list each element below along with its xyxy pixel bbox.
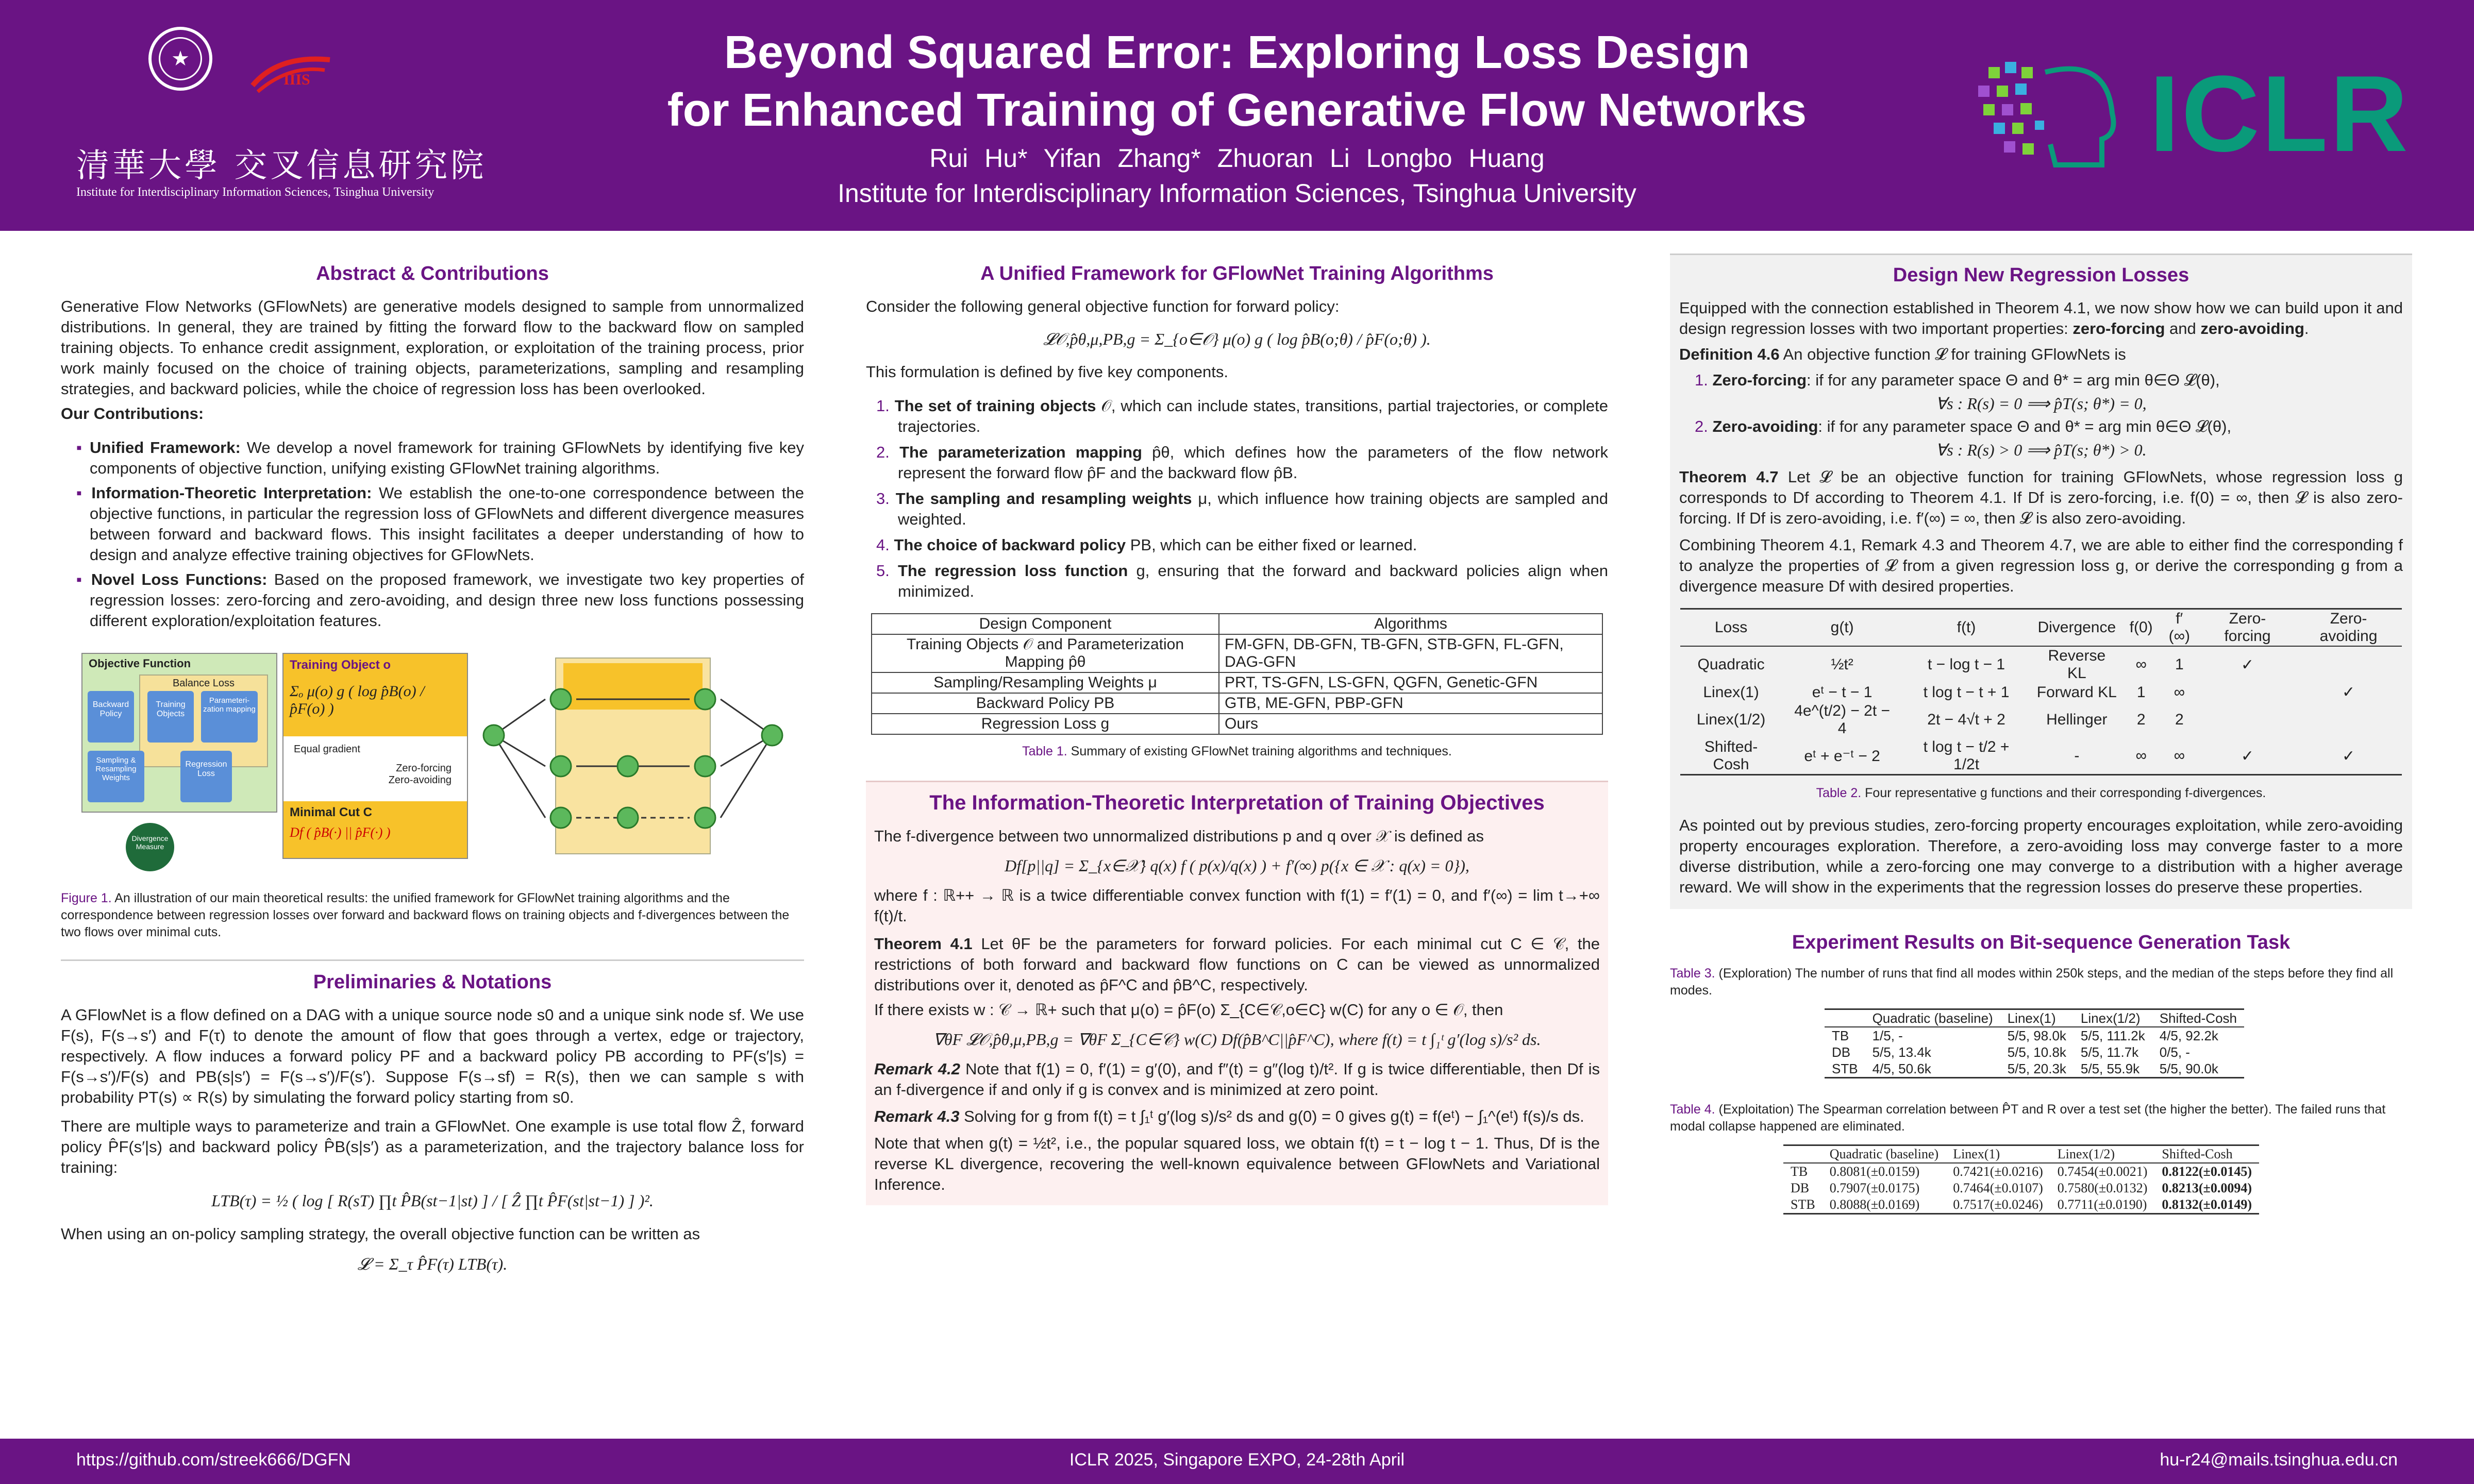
authors [567, 143, 1907, 173]
author: Zhuoran Li [1217, 144, 1350, 173]
info-eq2: ∇θF 𝓛𝒪,p̂θ,μ,PB,g = ∇θF Σ_{C∈𝒞} w(C) Df(p̂B^C||p̂F^C), where f(t) = t ∫₁ᵗ g′(log s)/s² ds. [933, 1030, 1541, 1049]
component-item: 5. The regression loss function g, ensuring that the forward and backward policies align when minimized. [876, 562, 1608, 600]
footer-email-link[interactable]: hu-r24@mails.tsinghua.edu.cn [2160, 1450, 2398, 1470]
framework-after: This formulation is defined by five key components. [866, 363, 1229, 381]
theorem-4-1: Theorem 4.1 Let θF be the parameters for forward policies. For each minimal cut C ∈ 𝒞, the restrictions of both forward and backward flow functions on C can be viewed as unnormalized distributions over it, denoted as p̂F^C and p̂B^C, respectively. [874, 935, 1600, 994]
poster-title-line1: Beyond Squared Error: Exploring Loss Design [724, 27, 1750, 78]
tsinghua-seal-icon: ★ [148, 27, 212, 91]
table-2: Loss g(t) f(t) Divergence f(0) f′(∞) Zero-forcing Zero-avoiding Quadratic ½t² t − log t − 1 Reverse KL ∞ 1 ✓ Linex(1) eᵗ − t − 1 t log t − t + 1 Forward KL 1 ∞ ✓ Linex(1/2) 4e^(t/2) − 2t − 4 2t − 4√t + 2 Hellinger 2 2 Shifted-Cosh eᵗ + e⁻ᵗ − 2 t log t − t/2 + 1/2t - ∞ ∞ ✓ ✓ [1680, 608, 2402, 775]
section-title-framework: A Unified Framework for GFlowNet Training Algorithms [980, 263, 1494, 284]
footer-conference: ICLR 2025, Singapore EXPO, 24-28th April [1069, 1450, 1405, 1470]
framework-intro: Consider the following general objective function for forward policy: [866, 297, 1340, 315]
component-item: 2. The parameterization mapping p̂θ, which defines how the parameters of the flow network represent the forward flow p̂F and the backward flow p̂B. [876, 443, 1608, 482]
prelim-p1: A GFlowNet is a flow defined on a DAG with a unique source node s0 and a unique sink node sf. We use F(s), F(s→s′) and F(τ) to denote the amount of flow that goes through a vertex, edge or trajectory, respectively. A flow induces a forward policy PF and a backward policy PB according to PF(s′|s) = F(s→s′)/F(s) and PB(s|s′) = F(s→s′)/F(s′). Suppose F(s→sf) = R(s), then we can sample s with probability PT(s) ∝ R(s) by simulating the forward policy starting from s0. [61, 1006, 804, 1106]
iclr-pixel-head-icon [1973, 57, 2128, 180]
column-right [1670, 242, 2412, 1427]
fig-dag-diagram [473, 653, 793, 869]
fig-objective-box: Objective Function Balance Loss Backward Policy Training Objects Parameteri-zation mapping Sampling & Resampling Weights Regression Loss [81, 653, 277, 813]
design-section: Design New Regression Losses Equipped with the connection established in Theorem 4.1, we now show how we can build upon it and design regression losses with two important properties: zero-forcing and zero-avoiding. Definition 4.6 An objective function 𝓛 for training GFlowNets is 1. Zero-forcing: if for any parameter space Θ and θ* = arg min θ∈Θ 𝓛(θ), ∀s : R(s) = 0 ⟹ p̂T(s; θ*) = 0, 2. Zero-avoiding: if for any parameter space Θ and θ* = arg min θ∈Θ 𝓛(θ), ∀s : R(s) > 0 ⟹ p̂T(s; θ*) > 0. Theorem 4.7 Let 𝓛 be an objective function for training GFlowNets, whose regression loss g corresponds to Df according to Theorem 4.1. If Df is zero-forcing, i.e. f(0) = ∞, then 𝓛 is also zero-forcing. If Df is zero-avoiding, i.e. f′(∞) = ∞, then 𝓛 is also zero-avoiding. Combining Theorem 4.1, Remark 4.3 and Theorem 4.7, we are able to either find the corresponding f to analyze the properties of 𝓛 from a given regression loss g, or derive the corresponding g from a divergence measure Df with desired properties. Loss g(t) f(t) Divergence f(0) f′(∞) Zero-forcing Zero-avoiding Quadratic ½t² t − log t − 1 Reverse KL ∞ 1 ✓ Linex(1) eᵗ − t − 1 t log t − t + 1 Forward KL 1 ∞ ✓ Linex(1/2) 4e^(t/2) − 2t − 4 2t − 4√t + 2 Hellinger 2 2 Shifted-Cosh eᵗ + e⁻ᵗ − 2 t log t − t/2 + 1/2t - ∞ ∞ ✓ ✓ Table 2. Four representative g functions and their corresponding f-divergences. As pointed out by previous studies, zero-forcing property encourages exploitation, while zero-avoiding property encourages exploration. Therefore, a zero-avoiding loss may converge faster to a more diverse distribution, while a zero-forcing one may converge to a distribution with a higher average reward. We will show in the experiments that the regression losses do preserve these properties. [1670, 254, 2412, 909]
prelim-p3: When using an on-policy sampling strategy, the overall objective function can be written as [61, 1225, 700, 1243]
table-3: Quadratic (baseline) Linex(1) Linex(1/2) Shifted-Cosh TB 1/5, - 5/5, 98.0k 5/5, 111.2k 4/5, 92.2k DB 5/5, 13.4k 5/5, 10.8k 5/5, 11.7k 0/5, - STB 4/5, 50.6k 5/5, 20.3k 5/5, 55.9k 5/5, 90.0k [1825, 1008, 2244, 1078]
svg-text:IIIS: IIIS [283, 71, 310, 88]
framework-eq: 𝓛𝒪,p̂θ,μ,PB,g = Σ_{o∈𝒪} μ(o) g ( log p̂B(o;θ) / p̂F(o;θ) ). [1043, 330, 1431, 348]
table-4-caption: Table 4. (Exploitation) The Spearman correlation between P̂T and R over a test set (the higher the better). The failed runs that modal collapse happened are eliminated. [1670, 1102, 2386, 1134]
tsinghua-logo-cn: 清華大學 交叉信息研究院 [76, 147, 487, 185]
contributions-heading: Our Contributions: [61, 404, 204, 423]
table-3-caption: Table 3. (Exploration) The number of runs that find all modes within 250k steps, and the median of the steps before they find all modes. [1670, 966, 2394, 998]
column-left [61, 242, 804, 1427]
figure-1: Objective Function Balance Loss Backward Policy Training Objects Parameteri-zation mapping Sampling & Resampling Weights Regression Loss Divergence Measure Training Object o Σₒ μ(o) g ( log p̂B(o) / p̂F(o) ) Equal gradient Zero-forcing Zero-avoiding Minimal Cut C Df ( p̂B(·) || p̂F(·) ) [61, 653, 804, 880]
prelim-p2: There are multiple ways to parameterize and train a GFlowNet. One example is use total flow Ẑ, forward policy P̂F(s′|s) and backward policy P̂B(s|s′) as a parameterization, and the trajectory balance loss for training: [61, 1117, 804, 1176]
contribution-item: ▪ Novel Loss Functions: Based on the proposed framework, we investigate two key properties of regression losses: zero-forcing and zero-avoiding, and design three new loss functions possessing different exploration/exploitation features. [76, 570, 804, 630]
prelim-eq1: LTB(τ) = ½ ( log [ R(sT) ∏t P̂B(st−1|st) ] / [ Ẑ ∏t P̂F(st|st−1) ] )². [211, 1191, 654, 1210]
abstract-text: Generative Flow Networks (GFlowNets) are generative models designed to sample from unnormalized distributions. In general, they are trained by fitting the forward flow to the backward flow on sampled training objects. To enhance credit assignment, exploration, or exploitation of the training process, prior work mainly focused on the choice of training objects, parameterizations, sampling and resampling strategies, and backward policies, while the choice of regression loss has been overlooked. [61, 297, 804, 398]
tsinghua-logo-en: Institute for Interdisciplinary Information Sciences, Tsinghua University [76, 185, 434, 199]
author: Longbo Huang [1366, 144, 1545, 173]
component-item: 3. The sampling and resampling weights μ, which influence how training objects are sampled and weighted. [876, 490, 1608, 528]
info-section: The Information-Theoretic Interpretation of Training Objectives The f-divergence between two unnormalized distributions p and q over 𝒳 is defined as Df[p||q] = Σ_{x∈𝒳} q(x) f ( p(x)/q(x) ) + f′(∞) p({x ∈ 𝒳 : q(x) = 0}), where f : ℝ++ → ℝ is a twice differentiable convex function with f(1) = f′(1) = 0, and f′(∞) = lim t→+∞ f(t)/t. Theorem 4.1 Let θF be the parameters for forward policies. For each minimal cut C ∈ 𝒞, the restrictions of both forward and backward flow functions on C can be viewed as unnormalized distributions over it, denoted as p̂F^C and p̂B^C, respectively. If there exists w : 𝒞 → ℝ+ such that μ(o) = p̂F(o) Σ_{C∈𝒞,o∈C} w(C) for any o ∈ 𝒪, then ∇θF 𝓛𝒪,p̂θ,μ,PB,g = ∇θF Σ_{C∈𝒞} w(C) Df(p̂B^C||p̂F^C), where f(t) = t ∫₁ᵗ g′(log s)/s² ds. Remark 4.2 Note that f(1) = 0, f′(1) = g′(0), and f″(t) = g″(log t)/t². If g is twice differentiable, then Df is an f-divergence if and only if g is convex and is minimized at zero point. Remark 4.3 Solving for g from f(t) = t ∫₁ᵗ g′(log s)/s² ds and g(0) = 0 gives g(t) = f(eᵗ) − ∫₁^(eᵗ) f(s)/s ds. Note that when g(t) = ½t², i.e., the popular squared loss, we obtain f(t) = t − log t − 1. Thus, Df is the reverse KL divergence, recovering the well-known equivalence between GFlowNets and Variational Inference. [866, 781, 1608, 1205]
contributions-list [61, 437, 804, 631]
component-item: 4. The choice of backward policy PB, which can be either fixed or learned. [876, 536, 1417, 554]
author: Rui Hu* [929, 144, 1028, 173]
contribution-item: ▪ Information-Theoretic Interpretation: We establish the one-to-one correspondence between the objective functions, in particular the regression loss of GFlowNets and different divergence measures between forward and backward flows. This insight facilitates a deeper understanding of how to design and analyze effective training objectives for GFlowNets. [76, 484, 804, 564]
table-2-caption: Table 2. Four representative g functions and their corresponding f-divergences. [1816, 786, 2266, 800]
component-item: 1. The set of training objects 𝒪, which can include states, transitions, partial trajectories, or complete trajectories. [876, 397, 1608, 435]
prelim-eq2: 𝓛 = Σ_τ P̂F(τ) LTB(τ). [357, 1255, 508, 1273]
theorem-4-7: Theorem 4.7 Let 𝓛 be an objective function for training GFlowNets, whose regression loss g corresponds to Df according to Theorem 4.1. If Df is zero-forcing, i.e. f(0) = ∞, then 𝓛 is also zero-forcing. If Df is zero-avoiding, i.e. f′(∞) = ∞, then 𝓛 is also zero-avoiding. [1679, 468, 2403, 527]
figure-1-caption: Figure 1. An illustration of our main theoretical results: the unified framework for GFlowNet training algorithms and the correspondence between regression losses over forward and backward flows on training objects and f-divergences between the two flows over minimal cuts. [61, 891, 790, 939]
footer-github-link[interactable]: https://github.com/streek666/DGFN [76, 1450, 351, 1470]
info-eq1: Df[p||q] = Σ_{x∈𝒳} q(x) f ( p(x)/q(x) ) + f′(∞) p({x ∈ 𝒳 : q(x) = 0}), [1005, 856, 1469, 875]
table-4: Quadratic (baseline) Linex(1) Linex(1/2) Shifted-Cosh TB 0.8081(±0.0159) 0.7421(±0.0216) 0.7454(±0.0021) 0.8122(±0.0145) DB 0.7907(±0.0175) 0.7464(±0.0107) 0.7580(±0.0132) 0.8213(±0.0094) STB 0.8088(±0.0169) 0.7517(±0.0246) 0.7711(±0.0190) 0.8132(±0.0149) [1783, 1144, 2259, 1215]
poster-header [0, 0, 2474, 231]
section-title-abstract: Abstract & Contributions [316, 263, 549, 284]
section-title-prelim: Preliminaries & Notations [313, 971, 552, 993]
remark-4-2: Remark 4.2 Note that f(1) = 0, f′(1) = g′(0), and f″(t) = g″(log t)/t². If g is twice differentiable, then Df is an f-divergence if and only if g is convex and is minimized at zero point. [874, 1060, 1600, 1099]
iiis-logo-icon [247, 49, 335, 99]
framework-components [866, 396, 1608, 602]
fig-training-object: Training Object o Σₒ μ(o) g ( log p̂B(o) / p̂F(o) ) Equal gradient Zero-forcing Zero-avoiding Minimal Cut C Df ( p̂B(·) || p̂F(·) ) [282, 653, 468, 859]
institute: Institute for Interdisciplinary Information Sciences, Tsinghua University [838, 179, 1636, 208]
section-title-design: Design New Regression Losses [1893, 264, 2189, 286]
author: Yifan Zhang* [1043, 144, 1201, 173]
definition-4-6: Definition 4.6 An objective function 𝓛 for training GFlowNets is [1679, 345, 2126, 363]
contribution-item: ▪ Unified Framework: We develop a novel framework for training GFlowNets by identifying five key components of objective function, unifying existing GFlowNet training algorithms. [76, 439, 805, 477]
column-middle [866, 242, 1608, 1427]
table-1: Design Component Algorithms Training Objects 𝒪 and Parameterization Mapping p̂θ FM-GFN, DB-GFN, TB-GFN, STB-GFN, FL-GFN, DAG-GFN Sampling/Resampling Weights μ PRT, TS-GFN, LS-GFN, QGFN, Genetic-GFN Backward Policy PB GTB, ME-GFN, PBP-GFN Regression Loss g Ours [871, 613, 1603, 735]
poster-title-line2: for Enhanced Training of Generative Flow Networks [667, 85, 1807, 136]
poster-footer [0, 1439, 2474, 1484]
section-title-info: The Information-Theoretic Interpretation of Training Objectives [929, 791, 1545, 814]
section-title-experiments: Experiment Results on Bit-sequence Generation Task [1792, 932, 2291, 953]
iclr-logo: ICLR [2149, 53, 2410, 174]
table-1-caption: Table 1. Summary of existing GFlowNet training algorithms and techniques. [1022, 744, 1452, 758]
remark-4-3: Remark 4.3 Solving for g from f(t) = t ∫₁ᵗ g′(log s)/s² ds and g(0) = 0 gives g(t) = f(eᵗ) − ∫₁^(eᵗ) f(s)/s ds. [874, 1107, 1584, 1125]
